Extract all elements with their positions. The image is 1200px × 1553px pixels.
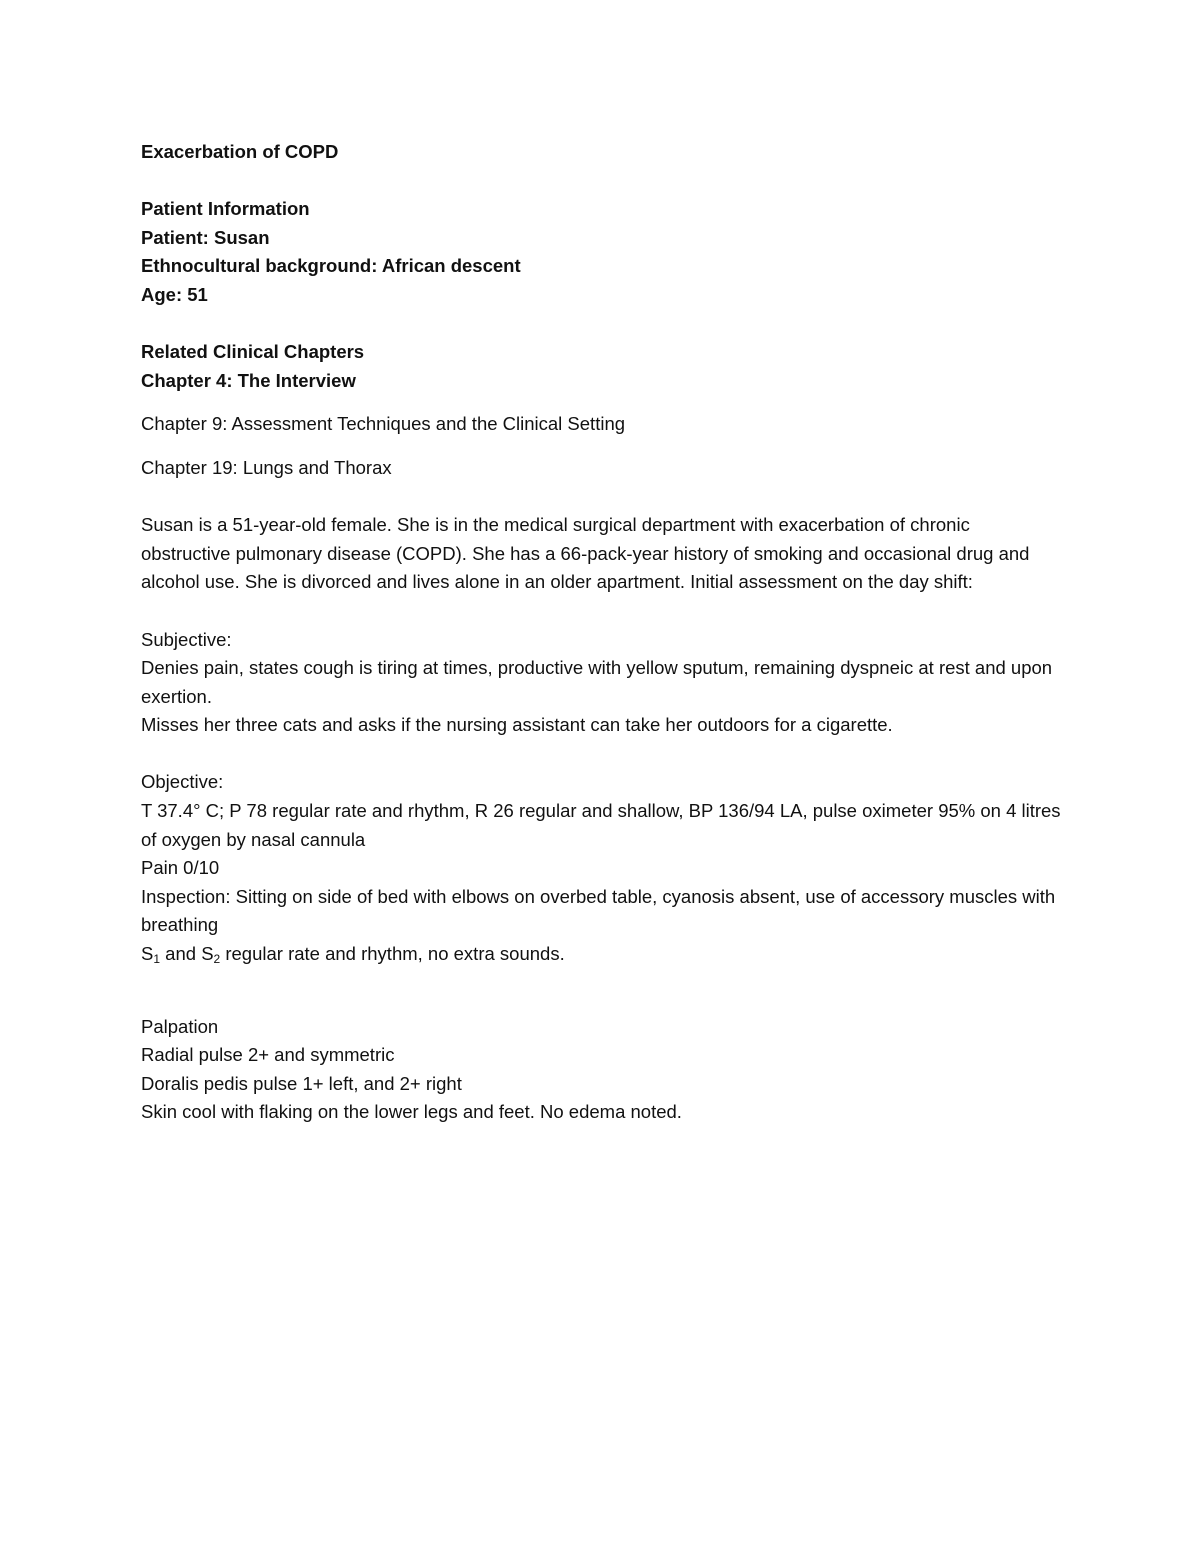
s1-label: S xyxy=(141,943,154,965)
objective-vitals: T 37.4° C; P 78 regular rate and rhythm, R 26 regular and shallow, BP 136/94 LA, pulse oximeter 95% on 4 litres of oxygen by nasal cannula xyxy=(141,800,1061,850)
objective-heading: Objective: xyxy=(141,771,224,793)
palpation-line: Radial pulse 2+ and symmetric xyxy=(141,1044,395,1066)
document-page xyxy=(141,138,1061,1127)
patient-info-heading: Patient Information xyxy=(141,198,310,220)
chapters-heading: Related Clinical Chapters xyxy=(141,341,365,363)
chapter-item-4: Chapter 4: The Interview xyxy=(141,369,356,391)
document-title: Exacerbation of COPD xyxy=(141,141,339,162)
objective-heart-sounds xyxy=(141,940,1061,969)
palpation-line: Doralis pedis pulse 1+ left, and 2+ right xyxy=(141,1072,462,1094)
objective-inspection: Inspection: Sitting on side of bed with elbows on overbed table, cyanosis absent, use of accessory muscles with breathing xyxy=(141,885,1056,936)
patient-ethnocultural: Ethnocultural background: African descent xyxy=(141,255,521,277)
subjective-heading: Subjective: xyxy=(141,628,232,650)
objective-pain: Pain 0/10 xyxy=(141,857,220,879)
patient-age: Age: 51 xyxy=(141,283,208,305)
subjective-line: Denies pain, states cough is tiring at times, productive with yellow sputum, remaining dyspneic at rest and upon exertion. xyxy=(141,657,1053,707)
s1-subscript: 1 xyxy=(153,952,161,967)
s2-label: S xyxy=(201,943,214,965)
patient-name: Patient: Susan xyxy=(141,226,270,248)
and-text: and xyxy=(160,943,202,965)
subjective-line: Misses her three cats and asks if the nursing assistant can take her outdoors for a cigarette. xyxy=(141,714,893,736)
chapter-item-19: Chapter 19: Lungs and Thorax xyxy=(141,456,392,478)
palpation-line: Skin cool with flaking on the lower legs and feet. No edema noted. xyxy=(141,1101,682,1123)
palpation-heading: Palpation xyxy=(141,1015,219,1037)
s2-subscript: 2 xyxy=(213,952,221,967)
chapter-item-9: Chapter 9: Assessment Techniques and the Clinical Setting xyxy=(141,413,626,435)
intro-paragraph: Susan is a 51-year-old female. She is in the medical surgical department with exacerbation of chronic obstructive pulmonary disease (COPD). She has a 66-pack-year history of smoking and occasional drug and alcohol use. She is divorced and lives alone in an older apartment. Initial assessment on the day shift: xyxy=(141,514,1030,593)
heart-sounds-rest: regular rate and rhythm, no extra sounds. xyxy=(220,943,565,965)
